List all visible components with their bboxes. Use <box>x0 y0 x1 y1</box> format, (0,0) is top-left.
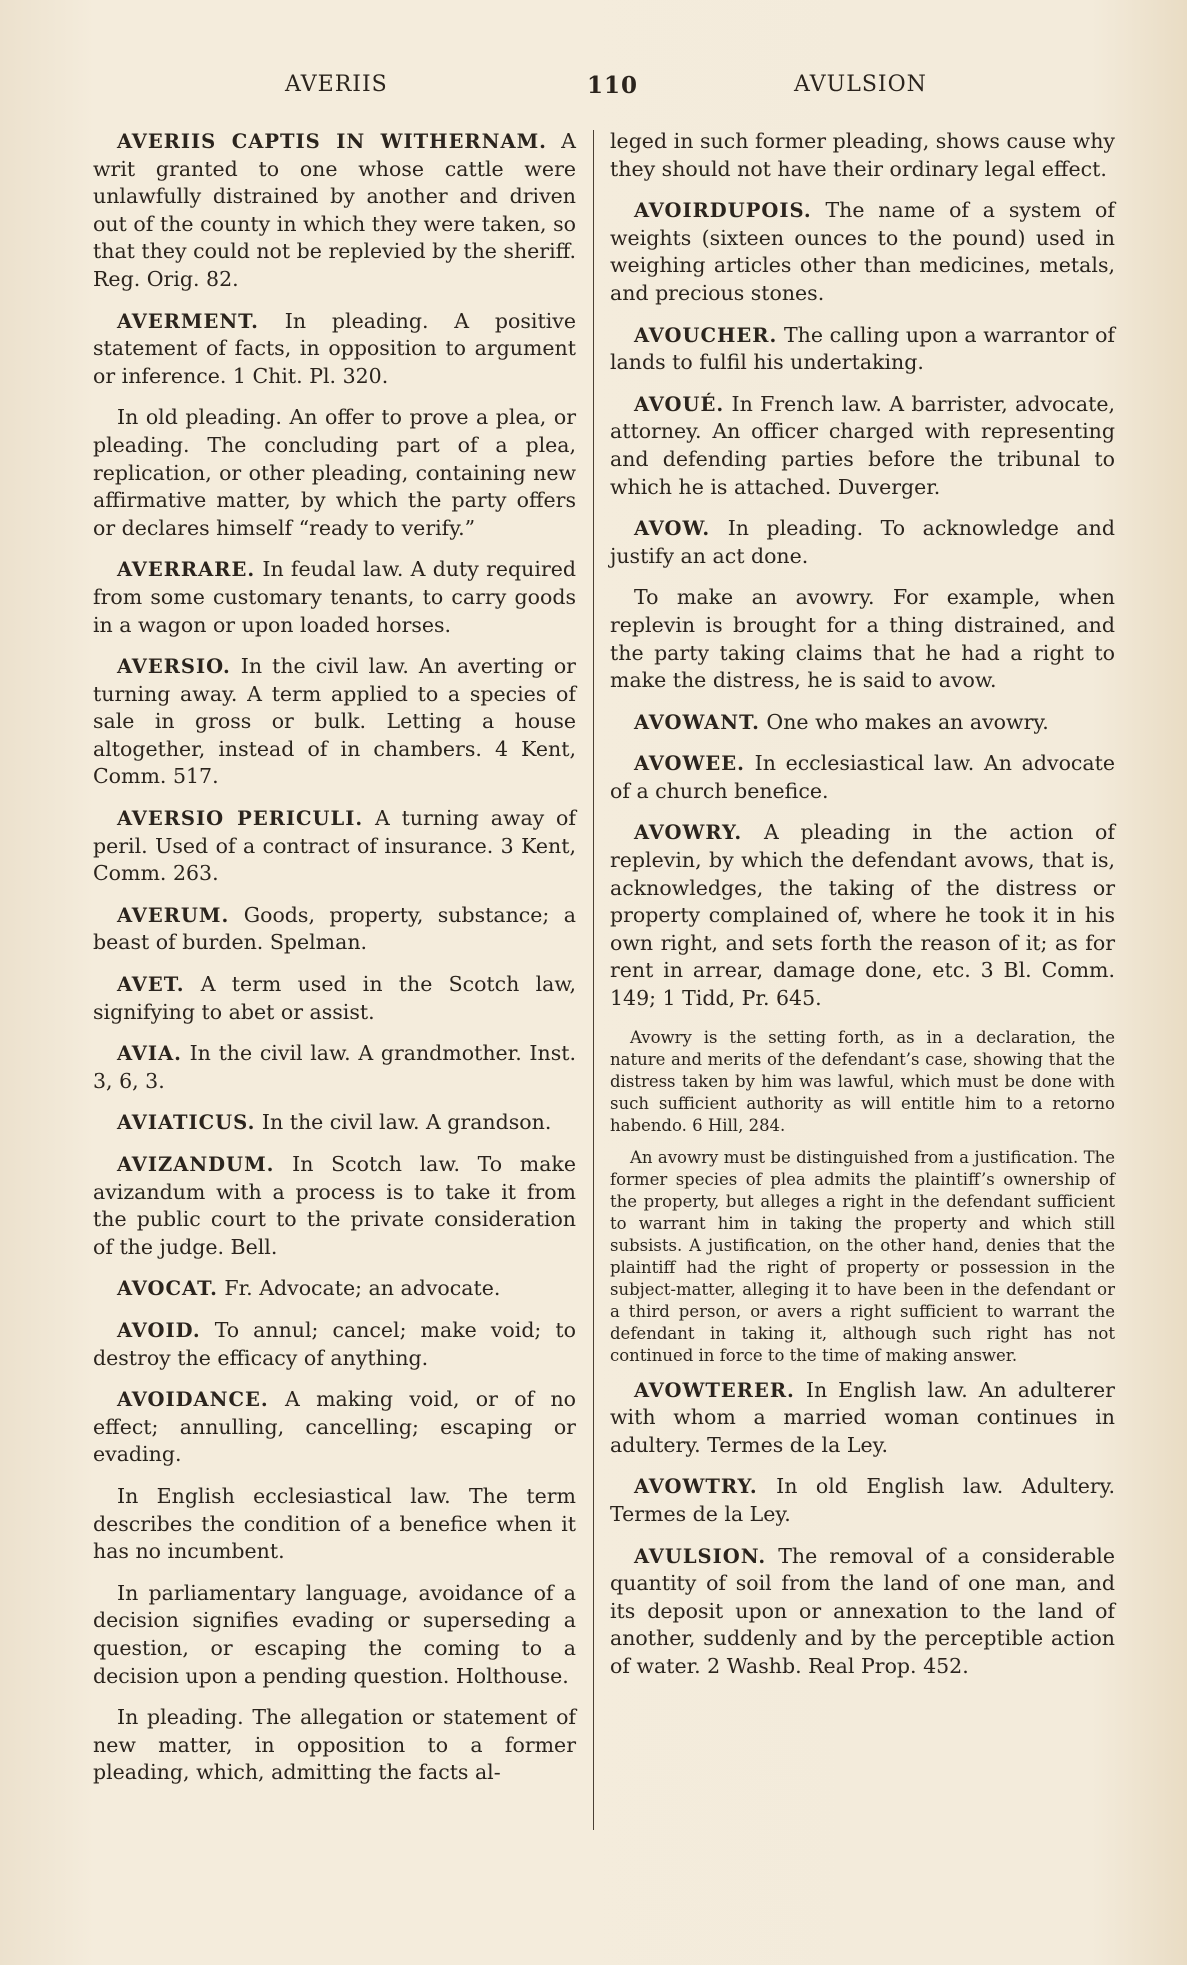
entry-headword: AVERIIS CAPTIS IN WITHERNAM. <box>117 130 547 153</box>
entry-text: The removal of a considerable quantity of soil from the land of one man, and its deposit upon or annexation to the land of another, suddenly and by the perceptible action of water. 2 Washb. Real Prop. 452. <box>610 1543 1115 1678</box>
dictionary-entry <box>93 1109 576 1137</box>
entry-text: In old English law. Adultery. Termes de la Ley. <box>610 1474 1115 1526</box>
entry-text: To make an avowry. For example, when replevin is brought for a thing distrained, and the party taking claims that he had a right to make the distress, he is said to avow. <box>610 585 1115 693</box>
page-number: 110 <box>587 72 639 99</box>
entry-headword: AVOIDANCE. <box>117 1388 269 1412</box>
entry-headword: AVOIRDUPOIS. <box>634 199 812 223</box>
dictionary-entry <box>93 1386 576 1469</box>
entry-text: In parliamentary language, avoidance of a decision signifies evading or superseding a question, or escaping the coming to a decision upon a pending question. Holthouse. <box>93 1580 576 1688</box>
dictionary-entry <box>610 322 1115 377</box>
dictionary-entry <box>610 1473 1115 1528</box>
entry-text: In Scotch law. To make avizandum with a process is to take it from the public court to the private consideration of the judge. Bell. <box>93 1152 576 1259</box>
entry-text: In English law. An adulterer with whom a married woman continues in adultery. Termes de la Ley. <box>610 1377 1115 1457</box>
small-print-note <box>610 1027 1115 1137</box>
entry-text: Fr. Advocate; an advocate. <box>224 1276 501 1301</box>
dictionary-entry <box>610 197 1115 307</box>
entry-text: The calling upon a warrantor of lands to fulfil his undertaking. <box>610 322 1115 375</box>
entry-headword: AVERSIO. <box>117 655 231 679</box>
entry-headword: AVOID. <box>117 1318 201 1342</box>
entry-text: The name of a system of weights (sixteen ounces to the pound) used in weighing articles other than medicines, metals, and precious stones. <box>610 198 1115 305</box>
dictionary-entry <box>610 1543 1115 1681</box>
entry-headword: AVOWTERER. <box>634 1378 795 1402</box>
entry-headword: AVIATICUS. <box>117 1111 256 1135</box>
entry-text: In pleading. To acknowledge and justify an act done. <box>610 516 1115 568</box>
entry-text: In ecclesiastical law. An advocate of a church benefice. <box>610 751 1115 803</box>
entry-paragraph <box>610 584 1115 694</box>
entry-text: In pleading. The allegation or statement of new matter, in opposition to a former pleading, which, admitting the facts al- <box>93 1705 576 1785</box>
right-column <box>610 128 1115 1695</box>
dictionary-entry <box>93 805 576 888</box>
running-head-left: AVERIIS <box>285 72 388 97</box>
entry-text: In the civil law. A grandson. <box>261 1110 552 1135</box>
entry-text: In feudal law. A duty required from some customary tenants, to carry goods in a wagon or upon loaded horses. <box>93 557 576 637</box>
entry-headword: AVOWEE. <box>634 752 745 776</box>
dictionary-entry <box>610 819 1115 1012</box>
entry-text: A term used in the Scotch law, signifying to abet or assist. <box>93 972 576 1024</box>
entry-text: In English ecclesiastical law. The term describes the condition of a benefice when it has no incumbent. <box>93 1483 576 1564</box>
dictionary-entry <box>93 1040 576 1095</box>
dictionary-entry <box>93 902 576 957</box>
running-head <box>0 72 1187 108</box>
entry-headword: AVOWRY. <box>634 821 743 845</box>
entry-headword: AVIA. <box>117 1042 182 1066</box>
entry-text: Avowry is the setting forth, as in a declaration, the nature and merits of the defendant’s case, showing that the distress taken by him was lawful, which must be done with such sufficient authority as will entitle him to a retorno habendo. 6 Hill, 284. <box>610 1027 1115 1135</box>
entry-paragraph <box>93 404 576 542</box>
entry-paragraph <box>93 1704 576 1787</box>
entry-headword: AVOW. <box>634 517 711 541</box>
entry-text: leged in such former pleading, shows cause why they should not have their ordinary legal effect. <box>610 129 1115 181</box>
column-divider <box>593 130 594 1830</box>
entry-text: In pleading. A positive statement of facts, in opposition to argument or inference. 1 Chit. Pl. 320. <box>93 308 576 388</box>
entry-text: A turning away of peril. Used of a contract of insurance. 3 Kent, Comm. 263. <box>93 806 576 886</box>
entry-text: One who makes an avowry. <box>766 709 1049 734</box>
entry-text: A making void, or of no effect; annulling, cancelling; escaping or evading. <box>93 1387 576 1467</box>
dictionary-entry <box>610 1377 1115 1460</box>
entry-headword: AVULSION. <box>634 1544 767 1568</box>
entry-text: In French law. A barrister, advocate, attorney. An officer charged with representing and defending parties before the tribunal to which he is attached. Duverger. <box>610 391 1115 499</box>
entry-headword: AVOCAT. <box>117 1277 218 1301</box>
entry-text: A pleading in the action of replevin, by which the defendant avows, that is, acknowledges, the taking of the distress or property complained of, where he took it in his own right, and sets forth the reason of it; as for rent in arrear, damage done, etc. 3 Bl. Comm. 149; 1 Tidd, Pr. 645. <box>610 820 1115 1011</box>
entry-headword: AVIZANDUM. <box>117 1153 275 1176</box>
entry-paragraph <box>93 1483 576 1566</box>
entry-headword: AVERMENT. <box>117 309 259 333</box>
dictionary-entry <box>93 128 576 294</box>
entry-headword: AVOUCHER. <box>634 323 778 347</box>
entry-paragraph <box>610 128 1115 183</box>
entry-headword: AVOWANT. <box>634 710 760 734</box>
entry-headword: AVERSIO PERICULI. <box>117 807 364 831</box>
dictionary-entry <box>93 1275 576 1303</box>
dictionary-entry <box>93 1317 576 1372</box>
entry-headword: AVOWTRY. <box>634 1475 758 1499</box>
dictionary-entry <box>610 391 1115 501</box>
entry-text: An avowry must be distinguished from a justification. The former species of plea admits the plaintiff’s ownership of the property, but alleges a right in the defendant sufficient to warrant him in taking the property and which still subsists. A justification, on the other hand, denies that the plaintiff had the right of property or possession in the subject-matter, alleging it to have been in the defendant or a third person, or avers a right sufficient to warrant the defendant in taking it, although such right has not continued in force to the time of making answer. <box>610 1147 1115 1365</box>
entry-paragraph <box>93 1580 576 1690</box>
entry-headword: AVET. <box>117 973 185 997</box>
entry-text: Goods, property, substance; a beast of burden. Spelman. <box>93 902 576 955</box>
dictionary-entry <box>610 709 1115 737</box>
entry-headword: AVERRARE. <box>117 558 256 582</box>
entry-text: In old pleading. An offer to prove a plea, or pleading. The concluding part of a plea, replication, or other pleading, containing new affirmative matter, by which the party offers or declares himself “ready to verify.” <box>93 405 576 540</box>
entry-text: In the civil law. A grandmother. Inst. 3, 6, 3. <box>93 1041 576 1093</box>
entry-headword: AVERUM. <box>117 903 230 927</box>
dictionary-entry <box>93 308 576 391</box>
left-column <box>93 128 576 1801</box>
dictionary-entry <box>610 515 1115 570</box>
entry-text: A writ granted to one whose cattle were unlawfully distrained by another and driven out of the county in which they were taken, so that they could not be replevied by the sheriff. Reg. Orig. 82. <box>93 129 576 291</box>
dictionary-entry <box>93 1151 576 1261</box>
dictionary-entry <box>93 653 576 791</box>
small-print-note <box>610 1147 1115 1367</box>
dictionary-entry <box>93 971 576 1026</box>
entry-text: To annul; cancel; make void; to destroy the efficacy of anything. <box>93 1317 576 1370</box>
entry-text: In the civil law. An averting or turning away. A term applied to a species of sale in gross or bulk. Letting a house altogether, instead of in chambers. 4 Kent, Comm. 517. <box>93 654 576 789</box>
dictionary-entry <box>93 556 576 639</box>
running-head-right: AVULSION <box>794 72 927 97</box>
dictionary-entry <box>610 750 1115 805</box>
entry-headword: AVOUÉ. <box>634 392 725 416</box>
